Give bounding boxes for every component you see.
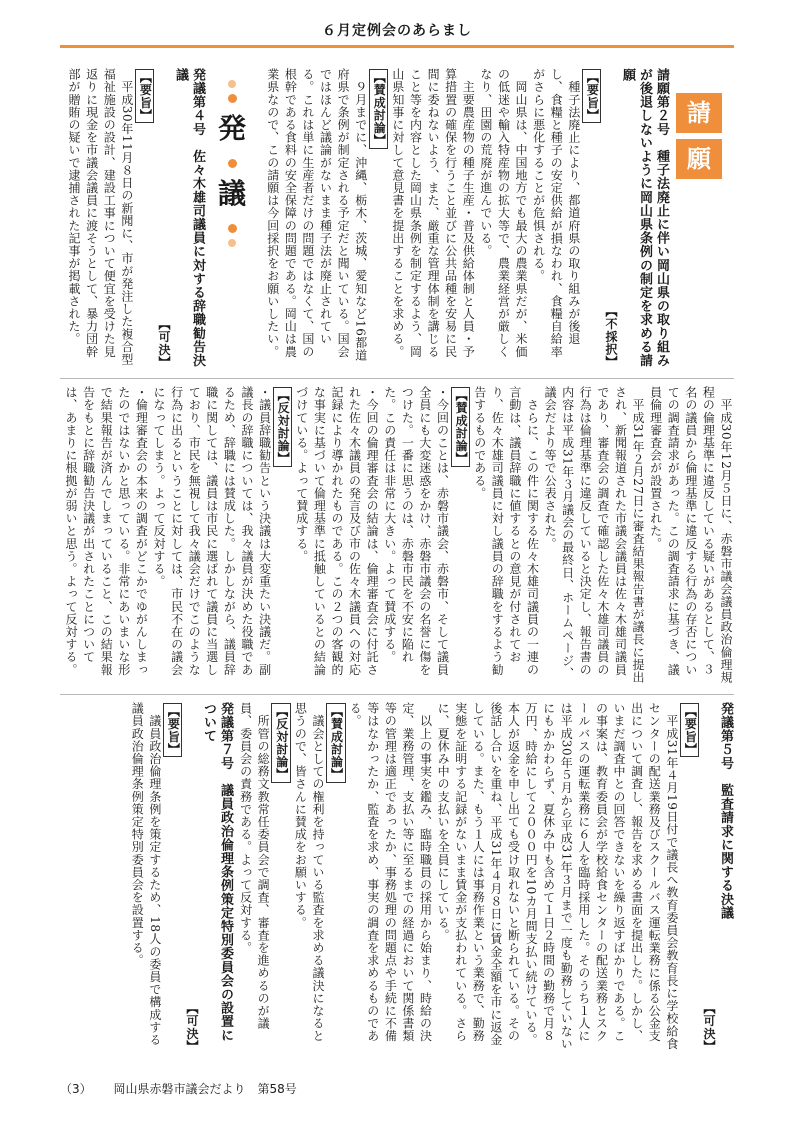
- hatsugi-char-2: 議: [217, 177, 246, 210]
- decor-dot-icon: [228, 224, 237, 233]
- seigan-char-2: 願: [676, 139, 722, 179]
- petition-gist-label: 【要旨】: [582, 69, 602, 123]
- petition-result: 【不採択】: [604, 305, 618, 368]
- hatsugi-badge: [212, 80, 252, 310]
- motion4-gist-4: さらに、この件に関する佐々木雄司議員の一連の言動は、議員辞職に値するとの意見が付されており、佐々木雄司議員に対し議員の辞職をするよう勧告するものである。: [472, 386, 540, 676]
- motion7-gist-1: 議員政治倫理条例を策定するため、18人の委員で構成する議員政治倫理条例策定特別委員会を設置する。: [130, 702, 162, 1047]
- header-rule: [60, 45, 734, 48]
- motion4-oppose-2: ・倫理審査会の本来の調査がどこかでゆがんしまったのではないかと思っている。非常にあいまいな形で結果報告が済んでしまっていること、この結果報告をもとに辞職勧告決議が出されたことについては、あまりに根拠が弱いと思う。よって反対する。: [64, 386, 149, 676]
- decor-dot-icon: [228, 159, 237, 168]
- motion4-section-middle: [60, 386, 734, 686]
- page-title: ６月定例会のあらまし: [322, 23, 472, 39]
- motion4-section-top: [60, 68, 206, 368]
- motion5-gist-1: 平成31年４月19日付で議長へ教育委員会教育長に学校給食センターの配送業務及びスクールバス運転業務に係る公金支出について調査し、報告を求める書面を提出した。しかし、いまだ調査中との回答できないを繰り返すばかりである。この事案は、教育委員会が学校給食センターの配送業務とスクールバスの運転業務に６人を臨時採用した。そのうち１人には平成30年５月から平成31年３月まで一度も勤務していないにもかかわらず、夏休み中も含めて１日２時間の勤務で月８万円、時給にして２０００円を10カ月間支払い続けている。本人が返金を申し出ても受け取れないと断られている。その後話し合いを重ね、平成31年４月８日に賃金全額を市に返金している。また、もう１人には事務作業という業務で、勤務実態を証明する記録がないまま賃金が支払われている。さらに、夏休み中の支払いを全員にしている。: [436, 702, 679, 1050]
- page-footer: [60, 1080, 315, 1097]
- section-divider: [60, 378, 734, 379]
- petition-gist-2: 岡山県は、中国地方でも最大の農業県だが、米価の低迷や輸入特産物の拡大等で、農業経営が厳しくなり、田園の荒廃が進んでいる。: [478, 68, 529, 358]
- petition-section: [262, 68, 670, 368]
- motion4-gist-2: 平成30年12月５日に、赤磐市議会議員政治倫理規程の倫理基準に違反している疑いがあるとして、３名の議員から倫理基準に違反する行為の存否についての調査請求があった。この調査請求に基づき、議員倫理審査会が設置された。: [648, 386, 733, 684]
- motion4-oppose-label: 【反対討論】: [273, 387, 293, 467]
- decor-dot-icon: [228, 239, 236, 247]
- hatsugi-char-1: 発: [217, 112, 246, 145]
- motion5-oppose-1: 所管の総務文教常任委員会で調査、審査を進めるのが議員、委員会の責務である。よって反対する。: [238, 702, 271, 1030]
- petition-gist-3: 主要農産物の種子生産・普及供給体制と人員・予算措置の確保を行うこと並びに公共品種を安易に民間に委ねないよう、また、厳重な管理体制を講じること等を内容とした岡山県条例を制定するよう、岡山県知事に対して意見書を提出することを求める。: [390, 68, 476, 358]
- motion5-result: 【可決】: [702, 1001, 716, 1052]
- motion7-section: [60, 702, 234, 1052]
- motion4-gist-3: 平成31年２月27日に審査結果報告書が議長に提出され、新聞報道された市議会議員は佐々木雄司議員であり、審査会の調査で確認した佐々木雄司議員の行為は倫理基準に違反していると決定し、報告書の内容は平成31年３月議会の最終日、ホームページ、議会だより等で公表された。: [543, 386, 646, 684]
- motion5-support-1: 議会としての権利を持っている監査を求める議決になると思うので、皆さんに賛成をお願いする。: [293, 702, 325, 1043]
- motion5-section: [240, 702, 734, 1052]
- motion5-heading: 発議第５号 監査請求に関する決議: [718, 702, 733, 920]
- motion5-gist-2: 以上の事実を鑑み、臨時職員の採用から始まり、時給の決定、業務管理、支払い等に至るまでの経過において関係書類等の管理は適正であったか、事務処理の問題点や手続に不備等はなかったか、監査を求め、事実の調査を求めるものである。: [348, 702, 433, 1043]
- motion7-heading: 発議第７号 議員政治倫理条例策定特別委員会の設置について: [201, 702, 233, 1042]
- motion5-support-label: 【賛成討論】: [326, 703, 346, 783]
- seigan-char-1: 請: [676, 93, 722, 133]
- petition-gist-1: 種子法廃止により、都道府県の取り組みが後退し、食糧と種子の安定供給が損なわれ、食糧自給率がさらに悪化することが危惧される。: [531, 68, 581, 358]
- motion4-heading: 発議第４号 佐々木雄司議員に対する辞職勧告決議: [173, 68, 205, 368]
- page-number: （3）: [60, 1082, 92, 1096]
- motion4-gist-label: 【要旨】: [135, 69, 155, 123]
- motion7-result: 【可決】: [185, 1001, 199, 1052]
- motion4-oppose-1: ・議員辞職勧告という決議は大変重たい決議だ。副議長の辞職については、我々議員が決めた役職であるため、辞職には賛成した。しかしながら、議員辞職に関しては、議員は市民に選ばれて議員に当選しており、市民を無視して我々議会だけでこのような行為に出るということに対しては、市民不在の議会になってしまう。よって反対する。: [152, 386, 272, 676]
- motion4-gist-1: 平成30年11月８日の新聞に、市が発注した複合型福祉施設の設計、建設工事について便宜を受けた見返りに現金を市議会議員に渡そうとして、暴力団幹部が贈賄の疑いで逮捕された記事が掲載された。: [67, 68, 134, 366]
- decor-dot-icon: [228, 94, 237, 103]
- motion5-gist-label: 【要旨】: [680, 703, 700, 757]
- motion4-support-2: ・今回の倫理審査会の結論は、倫理審査会に付託された佐々木議員の発言及び市の佐々木議員への対応記録により導かれたものである。この２つの客観的な事実に基づいて倫理基準に抵触しているとの結論づけている。よって賛成する。: [294, 386, 380, 676]
- motion4-support-1: ・今回のことは、赤磐市議会、赤磐市、そして議員全員にも大変迷惑をかけ、赤磐市議会の名誉に傷をつけた。一番に思うのは、赤磐市民を不安に陥れた。この責任は非常に大きい。よって賛成する。: [382, 386, 450, 676]
- motion7-gist-label: 【要旨】: [163, 703, 183, 757]
- motion4-result: 【可決】: [157, 317, 171, 368]
- motion5-oppose-label: 【反対討論】: [271, 703, 291, 783]
- petition-support-1: ９月までに、沖縄、栃木、茨城、愛知など16都道府県で条例が制定される予定だと聞いている。国会ではほんど議論がないまま種子法が廃止されている。これは単に生産者だけの問題ではなくて、国の根幹である食料の安全保障の問題である。岡山は農業県なので、この請願は今回採択をお願いしたい。: [265, 68, 368, 362]
- motion4-support-label: 【賛成討論】: [451, 387, 471, 467]
- section-divider: [60, 694, 734, 695]
- petition-support-label: 【賛成討論】: [369, 69, 389, 149]
- decor-dot-icon: [228, 80, 236, 88]
- page-header: [60, 14, 734, 48]
- seigan-badge: [676, 93, 722, 185]
- publication-name: 岡山県赤磐市議会だより 第58号: [113, 1082, 297, 1096]
- petition-heading: 請願第２号 種子法廃止に伴い岡山県の取り組みが後退しないように岡山県条例の制定を求める請願: [620, 68, 669, 368]
